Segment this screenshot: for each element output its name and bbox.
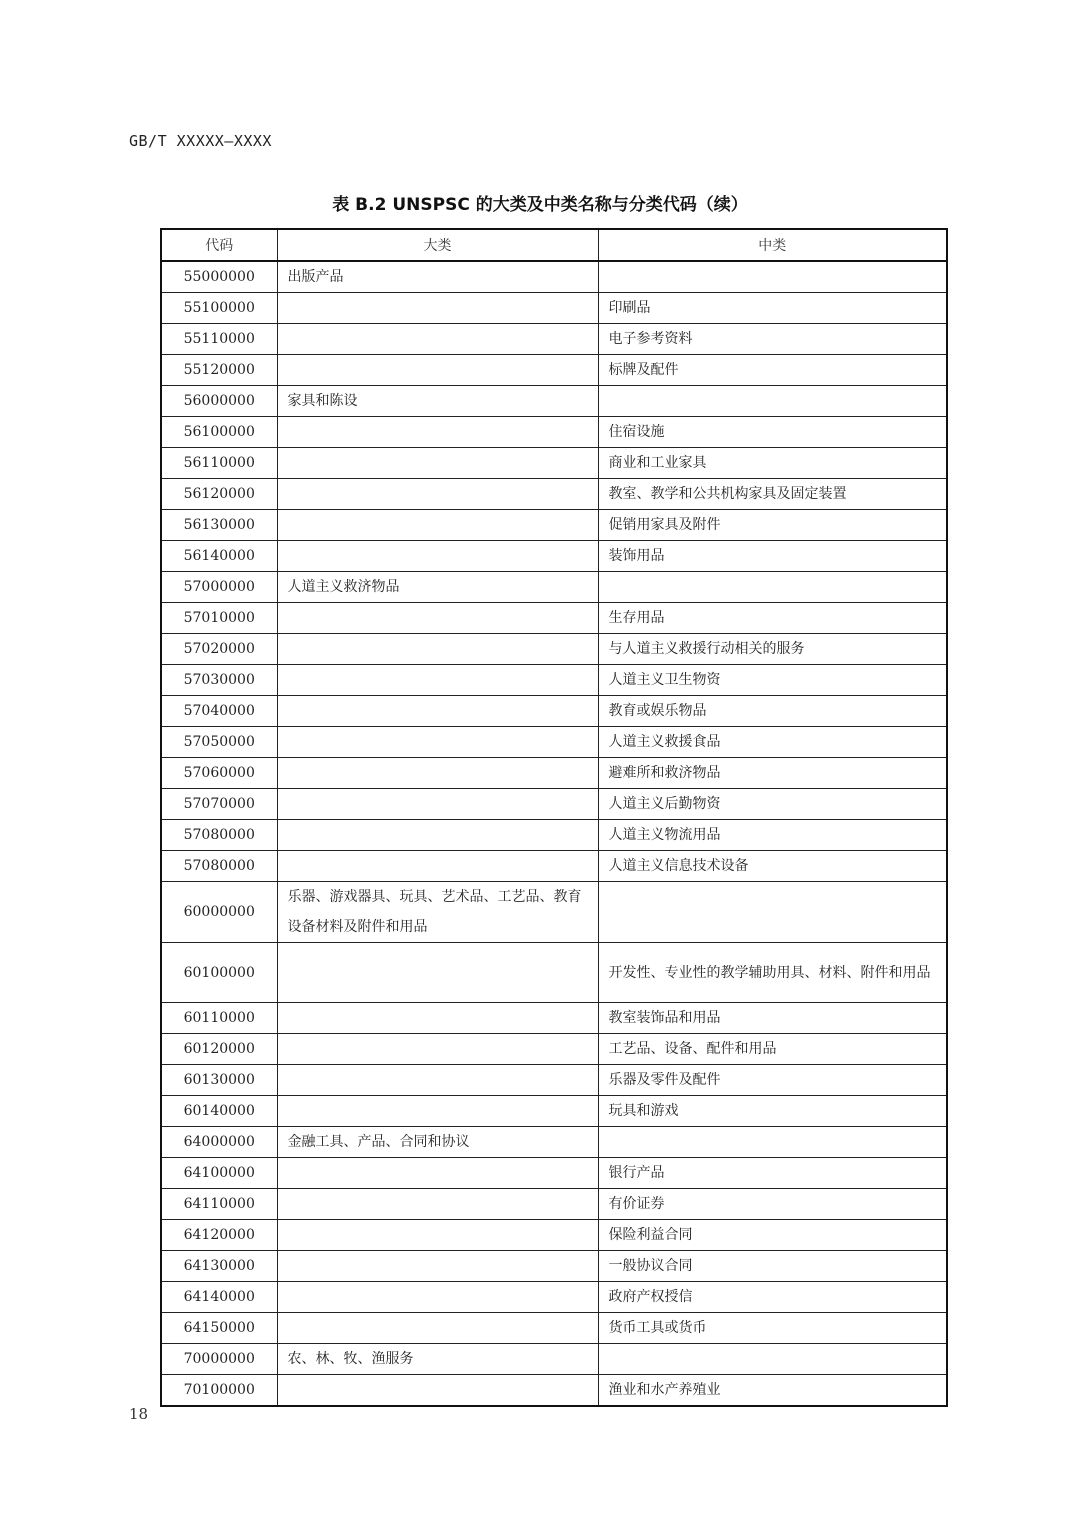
code-cell: 57050000 (161, 727, 277, 758)
major-cell (277, 448, 598, 479)
table-row (161, 1189, 947, 1220)
table-row (161, 1282, 947, 1313)
code-cell: 55110000 (161, 324, 277, 355)
code-cell: 60000000 (161, 882, 277, 943)
code-cell: 60110000 (161, 1003, 277, 1034)
major-cell: 乐器、游戏器具、玩具、艺术品、工艺品、教育设备材料及附件和用品 (277, 882, 598, 943)
document-code-header: GB/T XXXXX—XXXX (129, 132, 272, 150)
table-row (161, 1034, 947, 1065)
table-row (161, 572, 947, 603)
major-cell: 农、林、牧、渔服务 (277, 1344, 598, 1375)
mid-cell: 避难所和救济物品 (598, 758, 947, 789)
major-cell (277, 943, 598, 1003)
code-cell: 56120000 (161, 479, 277, 510)
table-row (161, 510, 947, 541)
mid-cell: 人道主义物流用品 (598, 820, 947, 851)
major-cell (277, 1251, 598, 1282)
mid-cell: 商业和工业家具 (598, 448, 947, 479)
major-cell (277, 1034, 598, 1065)
table-row (161, 1096, 947, 1127)
table-row (161, 1220, 947, 1251)
code-cell: 57020000 (161, 634, 277, 665)
mid-cell: 货币工具或货币 (598, 1313, 947, 1344)
mid-cell (598, 572, 947, 603)
table-row (161, 293, 947, 324)
table-row (161, 1344, 947, 1375)
mid-cell: 教室、教学和公共机构家具及固定装置 (598, 479, 947, 510)
table-row (161, 261, 947, 293)
major-cell (277, 789, 598, 820)
mid-cell: 住宿设施 (598, 417, 947, 448)
code-cell: 64120000 (161, 1220, 277, 1251)
major-cell (277, 851, 598, 882)
mid-cell: 促销用家具及附件 (598, 510, 947, 541)
table-row (161, 789, 947, 820)
major-cell (277, 696, 598, 727)
table-title: 表 B.2 UNSPSC 的大类及中类名称与分类代码（续） (332, 195, 748, 215)
table-row (161, 820, 947, 851)
table-row (161, 851, 947, 882)
code-cell: 56100000 (161, 417, 277, 448)
major-cell (277, 510, 598, 541)
unspsc-category-table (160, 228, 948, 1407)
table-row (161, 324, 947, 355)
major-cell (277, 1065, 598, 1096)
mid-cell: 有价证券 (598, 1189, 947, 1220)
table-row (161, 1158, 947, 1189)
mid-cell: 人道主义信息技术设备 (598, 851, 947, 882)
table-row (161, 1065, 947, 1096)
mid-cell: 银行产品 (598, 1158, 947, 1189)
table-row (161, 1003, 947, 1034)
code-cell: 64110000 (161, 1189, 277, 1220)
major-cell (277, 293, 598, 324)
code-cell: 57010000 (161, 603, 277, 634)
code-cell: 56130000 (161, 510, 277, 541)
code-cell: 60120000 (161, 1034, 277, 1065)
major-cell (277, 1375, 598, 1407)
page-number: 18 (129, 1405, 149, 1423)
major-cell (277, 1096, 598, 1127)
code-cell: 56110000 (161, 448, 277, 479)
mid-cell: 与人道主义救援行动相关的服务 (598, 634, 947, 665)
code-cell: 57080000 (161, 820, 277, 851)
code-cell: 57070000 (161, 789, 277, 820)
major-cell (277, 479, 598, 510)
mid-cell (598, 386, 947, 417)
major-cell (277, 355, 598, 386)
code-cell: 64140000 (161, 1282, 277, 1313)
mid-cell: 乐器及零件及配件 (598, 1065, 947, 1096)
mid-cell: 工艺品、设备、配件和用品 (598, 1034, 947, 1065)
mid-cell: 教育或娱乐物品 (598, 696, 947, 727)
major-cell (277, 727, 598, 758)
mid-cell: 生存用品 (598, 603, 947, 634)
table-row (161, 541, 947, 572)
major-cell (277, 758, 598, 789)
code-cell: 64000000 (161, 1127, 277, 1158)
mid-cell: 政府产权授信 (598, 1282, 947, 1313)
major-cell (277, 1313, 598, 1344)
major-cell: 家具和陈设 (277, 386, 598, 417)
major-cell: 人道主义救济物品 (277, 572, 598, 603)
column-header-major: 大类 (277, 229, 598, 261)
table-row (161, 355, 947, 386)
table-row (161, 1375, 947, 1407)
code-cell: 64100000 (161, 1158, 277, 1189)
table-row (161, 1251, 947, 1282)
mid-cell: 人道主义后勤物资 (598, 789, 947, 820)
major-cell: 金融工具、产品、合同和协议 (277, 1127, 598, 1158)
code-cell: 57080000 (161, 851, 277, 882)
code-cell: 60140000 (161, 1096, 277, 1127)
major-cell (277, 1282, 598, 1313)
table-row (161, 386, 947, 417)
mid-cell (598, 1127, 947, 1158)
table-row (161, 1313, 947, 1344)
mid-cell: 人道主义卫生物资 (598, 665, 947, 696)
table-header-row (161, 229, 947, 261)
code-cell: 56140000 (161, 541, 277, 572)
mid-cell: 一般协议合同 (598, 1251, 947, 1282)
mid-cell: 装饰用品 (598, 541, 947, 572)
code-cell: 57030000 (161, 665, 277, 696)
mid-cell: 电子参考资料 (598, 324, 947, 355)
column-header-mid: 中类 (598, 229, 947, 261)
table-row (161, 696, 947, 727)
code-cell: 55100000 (161, 293, 277, 324)
code-cell: 56000000 (161, 386, 277, 417)
mid-cell: 保险利益合同 (598, 1220, 947, 1251)
mid-cell (598, 261, 947, 293)
code-cell: 60130000 (161, 1065, 277, 1096)
table-row (161, 417, 947, 448)
mid-cell: 印刷品 (598, 293, 947, 324)
code-cell: 70100000 (161, 1375, 277, 1407)
mid-cell (598, 1344, 947, 1375)
major-cell (277, 324, 598, 355)
table-row (161, 1127, 947, 1158)
major-cell (277, 634, 598, 665)
code-cell: 60100000 (161, 943, 277, 1003)
table-row (161, 943, 947, 1003)
mid-cell: 人道主义救援食品 (598, 727, 947, 758)
code-cell: 55120000 (161, 355, 277, 386)
major-cell (277, 665, 598, 696)
table-row (161, 448, 947, 479)
table-row (161, 634, 947, 665)
code-cell: 57040000 (161, 696, 277, 727)
table-row (161, 882, 947, 943)
code-cell: 57000000 (161, 572, 277, 603)
mid-cell (598, 882, 947, 943)
major-cell (277, 820, 598, 851)
major-cell (277, 417, 598, 448)
mid-cell: 渔业和水产养殖业 (598, 1375, 947, 1407)
major-cell (277, 1003, 598, 1034)
table-row (161, 758, 947, 789)
major-cell: 出版产品 (277, 261, 598, 293)
column-header-code: 代码 (161, 229, 277, 261)
table-row (161, 603, 947, 634)
mid-cell: 玩具和游戏 (598, 1096, 947, 1127)
code-cell: 64150000 (161, 1313, 277, 1344)
major-cell (277, 603, 598, 634)
major-cell (277, 1189, 598, 1220)
major-cell (277, 1158, 598, 1189)
table-row (161, 727, 947, 758)
code-cell: 55000000 (161, 261, 277, 293)
major-cell (277, 1220, 598, 1251)
mid-cell: 教室装饰品和用品 (598, 1003, 947, 1034)
major-cell (277, 541, 598, 572)
table-row (161, 665, 947, 696)
code-cell: 57060000 (161, 758, 277, 789)
mid-cell: 开发性、专业性的教学辅助用具、材料、附件和用品 (598, 943, 947, 1003)
code-cell: 64130000 (161, 1251, 277, 1282)
table-row (161, 479, 947, 510)
code-cell: 70000000 (161, 1344, 277, 1375)
mid-cell: 标牌及配件 (598, 355, 947, 386)
